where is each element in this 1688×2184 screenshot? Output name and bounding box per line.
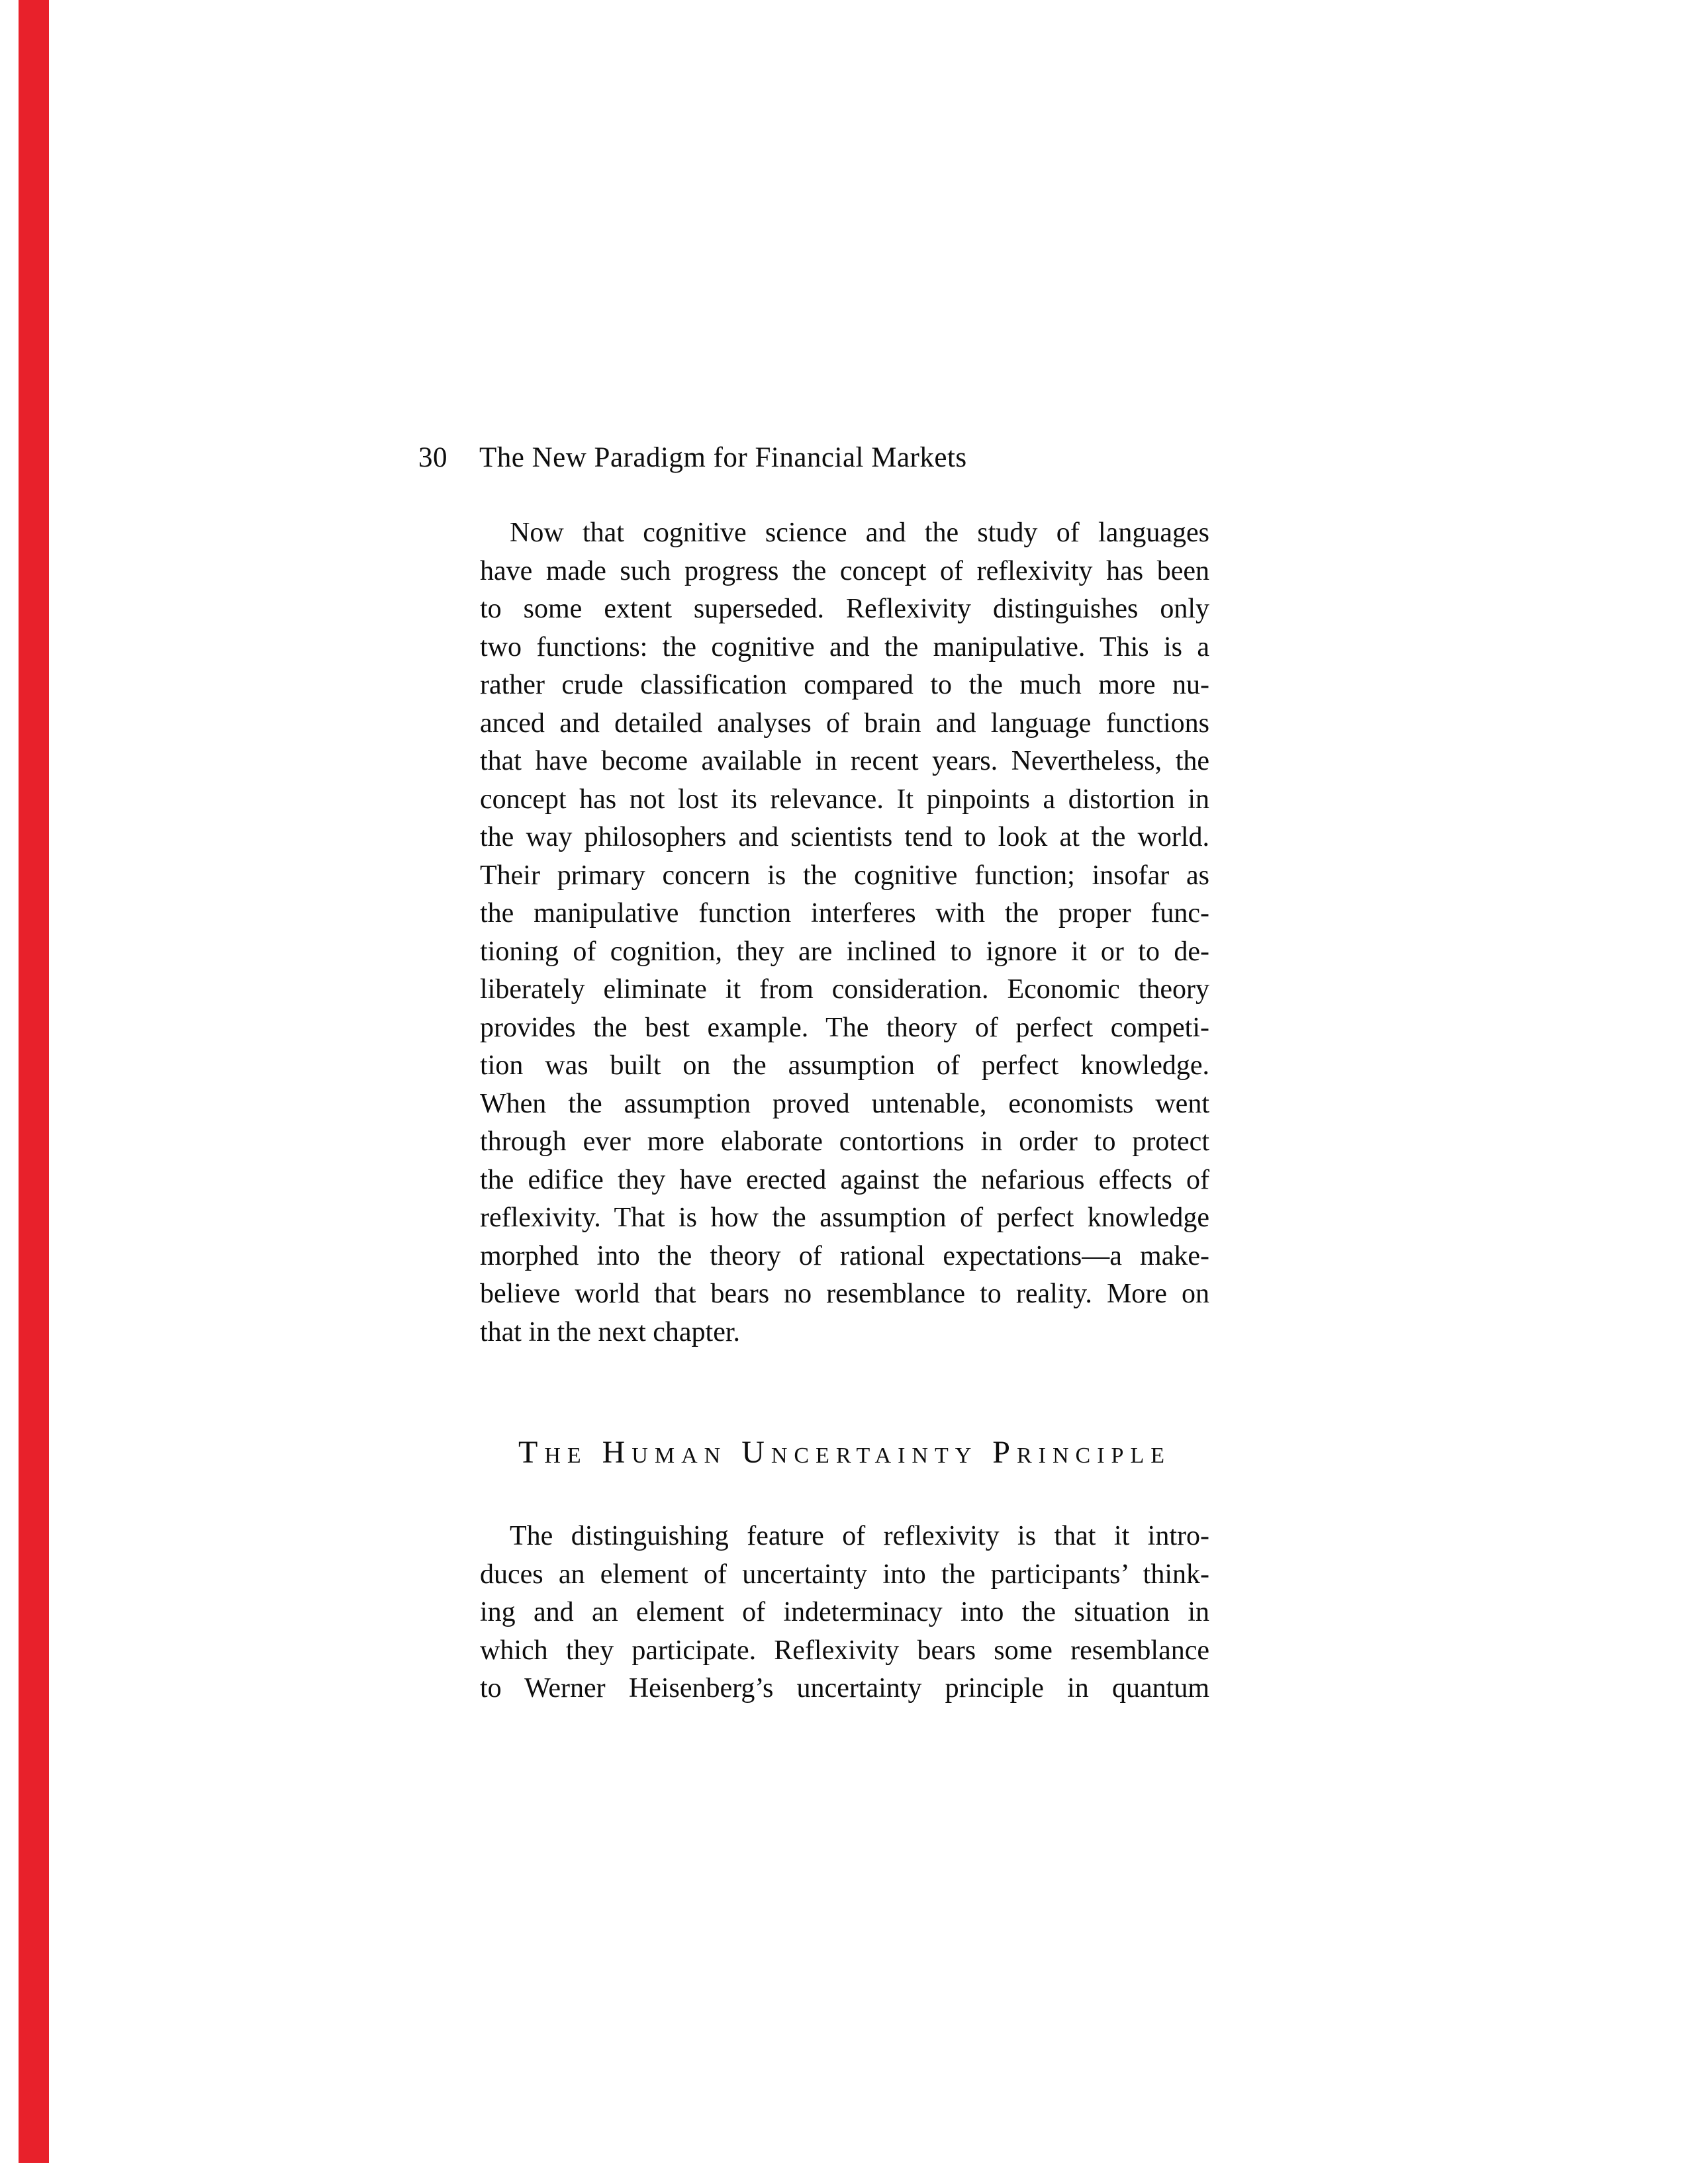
text-line: have made such progress the concept of reflexivity has been [480, 555, 1209, 586]
section-heading: The Human Uncertainty Principle [518, 1435, 1171, 1470]
text-line: When the assumption proved untenable, economists went [480, 1088, 1209, 1119]
paragraph-2 [480, 1518, 1209, 1708]
text-line: liberately eliminate it from consideration. Economic theory [480, 974, 1209, 1005]
text-line: The distinguishing feature of reflexivity is that it intro- [510, 1521, 1209, 1551]
text-line: to some extent superseded. Reflexivity distinguishes only [480, 594, 1209, 624]
text-line: Now that cognitive science and the study of languages [510, 518, 1209, 548]
text-line: the way philosophers and scientists tend to look at the world. [480, 822, 1209, 852]
text-line: ing and an element of indeterminacy into the situation in [480, 1597, 1209, 1627]
text-line: Their primary concern is the cognitive function; insofar as [480, 860, 1209, 891]
page-number: 30 [418, 442, 447, 473]
text-line: reflexivity. That is how the assumption of perfect knowledge [480, 1203, 1209, 1233]
text-line: believe world that bears no resemblance to reality. More on [480, 1279, 1209, 1309]
text-line: tioning of cognition, they are inclined to ignore it or to de- [480, 936, 1209, 967]
text-line: the edifice they have erected against the nefarious effects of [480, 1164, 1209, 1195]
text-line: the manipulative function interferes with the proper func- [480, 898, 1209, 929]
text-line: which they participate. Reflexivity bears some resemblance [480, 1635, 1209, 1666]
text-line: duces an element of uncertainty into the participants’ think- [480, 1559, 1209, 1590]
text-line: provides the best example. The theory of perfect competi- [480, 1012, 1209, 1043]
text-line: to Werner Heisenberg’s uncertainty principle in quantum [480, 1673, 1209, 1704]
text-line: tion was built on the assumption of perfect knowledge. [480, 1050, 1209, 1081]
text-line: morphed into the theory of rational expectations—a make- [480, 1240, 1209, 1271]
text-line: two functions: the cognitive and the manipulative. This is a [480, 631, 1209, 662]
paragraph-1 [480, 514, 1209, 1351]
red-cover-edge-strip [19, 0, 49, 2163]
text-line: that have become available in recent years. Nevertheless, the [480, 746, 1209, 776]
text-line: through ever more elaborate contortions in order to protect [480, 1126, 1209, 1157]
running-title: The New Paradigm for Financial Markets [479, 442, 967, 473]
text-line: that in the next chapter. [480, 1316, 741, 1347]
text-line: anced and detailed analyses of brain and language functions [480, 707, 1209, 739]
text-line: rather crude classification compared to the much more nu- [480, 670, 1209, 700]
running-header [418, 442, 967, 474]
text-line: concept has not lost its relevance. It pinpoints a distortion in [480, 784, 1209, 815]
